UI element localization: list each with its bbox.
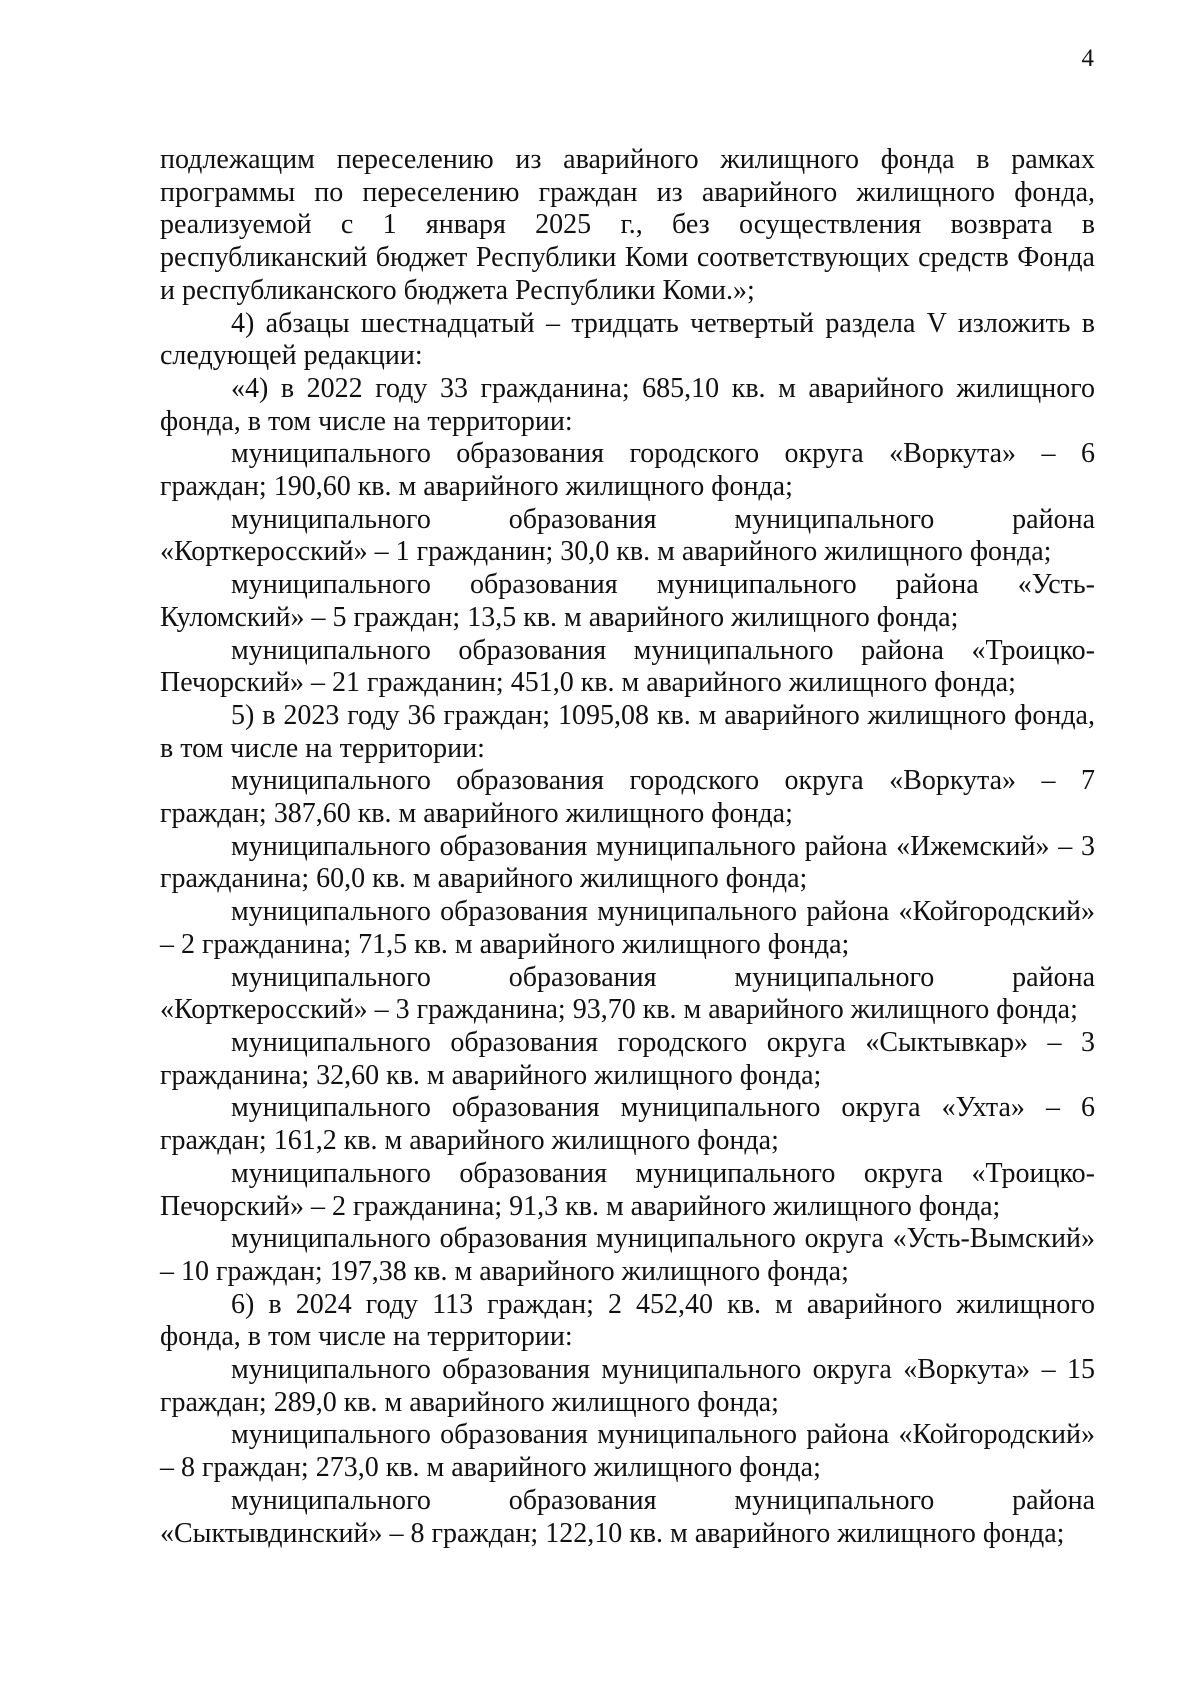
paragraph: муниципального образования муниципального округа «Троицко-Печорский» – 2 гражданина; 91,3 кв. м аварийного жилищного фонда; [160,1157,1095,1222]
paragraph: муниципального образования городского округа «Воркута» – 6 граждан; 190,60 кв. м аварийного жилищного фонда; [160,438,1095,503]
paragraph: муниципального образования городского округа «Сыктывкар» – 3 гражданина; 32,60 кв. м аварийного жилищного фонда; [160,1026,1095,1091]
paragraph: муниципального образования муниципального района «Троицко-Печорский» – 21 гражданин; 451,0 кв. м аварийного жилищного фонда; [160,634,1095,699]
paragraph: муниципального образования муниципального округа «Ухта» – 6 граждан; 161,2 кв. м аварийного жилищного фонда; [160,1092,1095,1157]
document-body [160,144,1095,1550]
paragraph: муниципального образования муниципального округа «Воркута» – 15 граждан; 289,0 кв. м аварийного жилищного фонда; [160,1354,1095,1418]
page-number: 4 [1081,45,1094,72]
paragraph: муниципального образования муниципального района «Койгородский» – 8 граждан; 273,0 кв. м аварийного жилищного фонда; [160,1419,1095,1484]
paragraph: муниципального образования муниципального района «Корткеросский» – 1 гражданин; 30,0 кв. м аварийного жилищного фонда; [160,503,1095,568]
paragraph: 5) в 2023 году 36 граждан; 1095,08 кв. м аварийного жилищного фонда, в том числе на территории: [160,699,1095,764]
paragraph: муниципального образования муниципального района «Койгородский» – 2 гражданина; 71,5 кв. м аварийного жилищного фонда; [160,896,1095,960]
paragraph: 4) абзацы шестнадцатый – тридцать четвертый раздела V изложить в следующей редакции: [160,307,1095,372]
paragraph: муниципального образования муниципального района «Корткеросский» – 3 гражданина; 93,70 кв. м аварийного жилищного фонда; [160,961,1095,1026]
paragraph: «4) в 2022 году 33 гражданина; 685,10 кв. м аварийного жилищного фонда, в том числе на территории: [160,372,1095,437]
paragraph: муниципального образования городского округа «Воркута» – 7 граждан; 387,60 кв. м аварийного жилищного фонда; [160,765,1095,830]
paragraph: муниципального образования муниципального района «Ижемский» – 3 гражданина; 60,0 кв. м аварийного жилищного фонда; [160,830,1095,895]
paragraph: подлежащим переселению из аварийного жилищного фонда в рамках программы по переселению граждан из аварийного жилищного фонда, реализуемой с 1 января 2025 г., без осуществления возврата в республиканский бюджет Республики Коми соответствующих средств Фонда и республиканского бюджета Республики Коми.»; [160,144,1095,306]
paragraph: муниципального образования муниципального округа «Усть-Вымский» – 10 граждан; 197,38 кв. м аварийного жилищного фонда; [160,1223,1095,1287]
paragraph: 6) в 2024 году 113 граждан; 2 452,40 кв. м аварийного жилищного фонда, в том числе на территории: [160,1288,1095,1353]
paragraph: муниципального образования муниципального района «Сыктывдинский» – 8 граждан; 122,10 кв. м аварийного жилищного фонда; [160,1484,1095,1549]
paragraph: муниципального образования муниципального района «Усть-Куломский» – 5 граждан; 13,5 кв. м аварийного жилищного фонда; [160,569,1095,633]
